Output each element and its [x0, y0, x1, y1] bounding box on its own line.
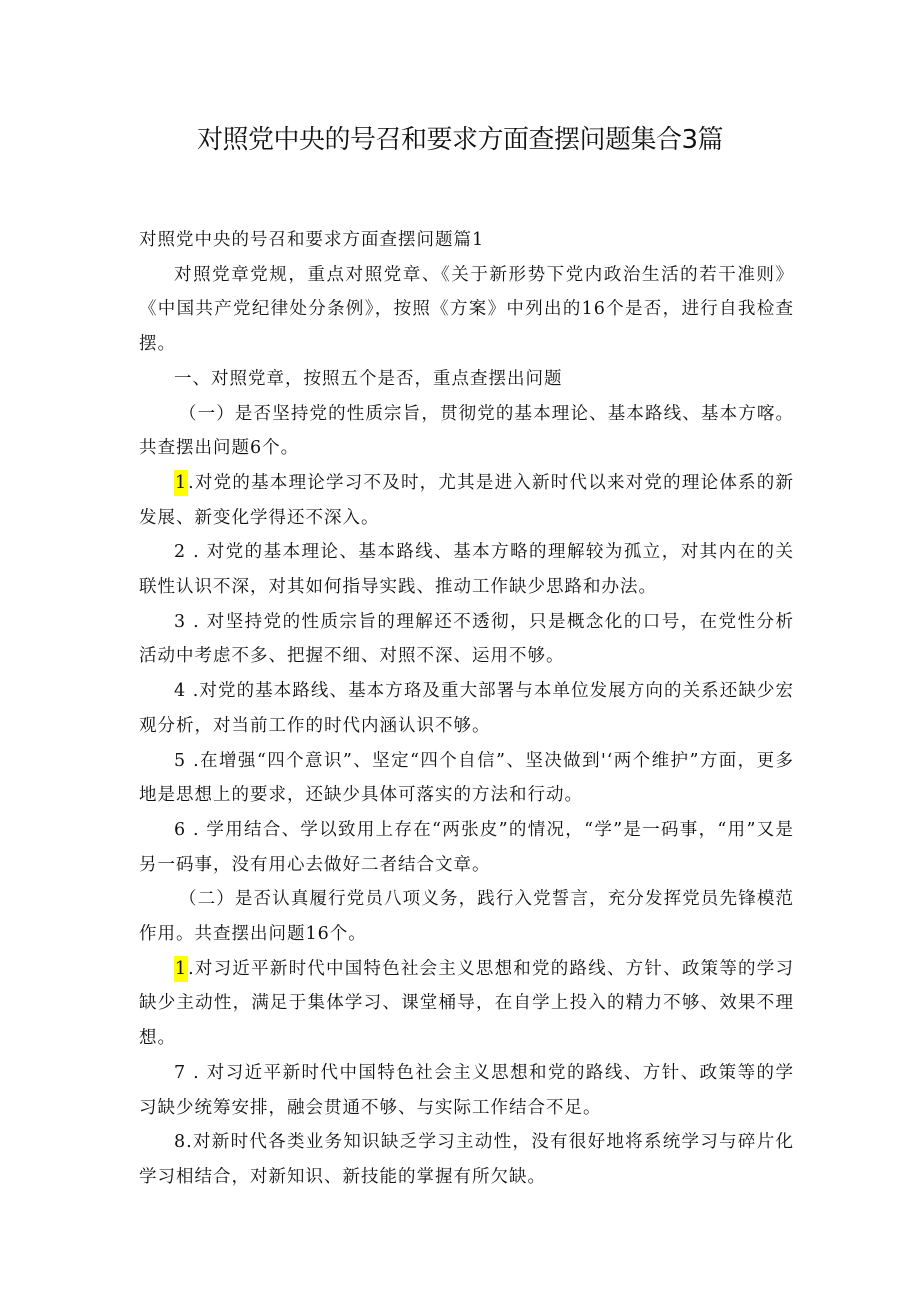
list-item: [139, 744, 794, 813]
highlighted-number: 1: [174, 470, 188, 496]
list-item-number: 4: [174, 681, 187, 702]
sub2-heading: （二）是否认真履行党员八项义务，践行入党誓言，充分发挥党员先锋模范作用。共查摆出问题16个。: [139, 889, 794, 945]
list-item: [139, 466, 794, 535]
list-item-number: 6: [174, 819, 187, 840]
document-body: [139, 223, 794, 1195]
list-item-text: . 对习近平新时代中国特色社会主义思想和党的路线、方针、政策等的学习缺少统筹安排，融会贯通不够、与实际工作结合不足。: [139, 1062, 794, 1118]
list-item: [139, 1056, 794, 1125]
intro-paragraph: 对照党章党规，重点对照党章、《关于新形势下党内政治生活的若干准则》《中国共产党纪律处分条例》，按照《方案》中列出的16个是否，进行自我检查摆。: [139, 264, 794, 355]
list-item-number: 3: [174, 611, 187, 632]
list-item-text: .对党的基本路线、基本方珞及重大部署与本单位发展方向的关系还缺少宏观分析，对当前工作的时代内涵认识不够。: [139, 681, 794, 736]
list-item-text: . 学用结合、学以致用上存在“两张皮”的情况，“学”是一码事，“用”又是另一码事，没有用心去做好二者结合文章。: [139, 819, 794, 875]
list-item-number: 5: [174, 750, 187, 771]
list-item: [139, 952, 794, 1056]
list-item: [139, 605, 794, 674]
sub1-heading: （一）是否坚持党的性质宗旨，贯彻党的基本理论、基本路线、基本方喀。共查摆出问题6个。: [139, 403, 794, 459]
list-item: [139, 813, 794, 882]
list-item-text: .对党的基本理论学习不及时，尤其是进入新时代以来对党的理论体系的新发展、新变化学得还不深入。: [139, 472, 794, 528]
list-item-number: 7: [174, 1062, 187, 1083]
list-item-text: . 对坚持党的性质宗旨的理解还不透彻，只是概念化的口号，在党性分析活动中考虑不多、把握不细、对照不深、运用不够。: [139, 611, 794, 667]
list-item: [139, 535, 794, 604]
document-title: 对照党中央的号召和要求方面查摆问题集合3篇: [196, 125, 724, 155]
list-item-number: 8: [174, 1132, 187, 1153]
list-item: [139, 1125, 794, 1194]
list-item-text: . 对党的基本理论、基本路线、基本方略的理解较为孤立，对其内在的关联性认识不深，对其如何指导实践、推动工作缺少思路和办法。: [139, 542, 794, 598]
list-item-text: .对习近平新时代中国特色社会主义思想和党的路线、方针、政策等的学习缺少主动性，满足于集体学习、课堂桶导，在自学上投入的精力不够、效果不理想。: [139, 958, 794, 1049]
list-item: [139, 674, 794, 743]
list-item-text: .在增强“四个意识”、坚定“四个自信”、坚决做到'‘两个维护”方面，更多地是思想上的要求，还缺少具体可落实的方法和行动。: [139, 750, 794, 806]
part1-heading: 一、对照党章，按照五个是否，重点查摆出问题: [174, 368, 563, 389]
section-heading: 对照党中央的号召和要求方面查摆问题篇1: [139, 230, 485, 250]
list-item-text: .对新时代各类业务知识缺乏学习主动性，没有很好地将系统学习与碎片化学习相结合，对新知识、新技能的掌握有所欠缺。: [139, 1132, 794, 1187]
highlighted-number: 1: [174, 956, 188, 982]
list-item-number: 2: [174, 542, 187, 563]
